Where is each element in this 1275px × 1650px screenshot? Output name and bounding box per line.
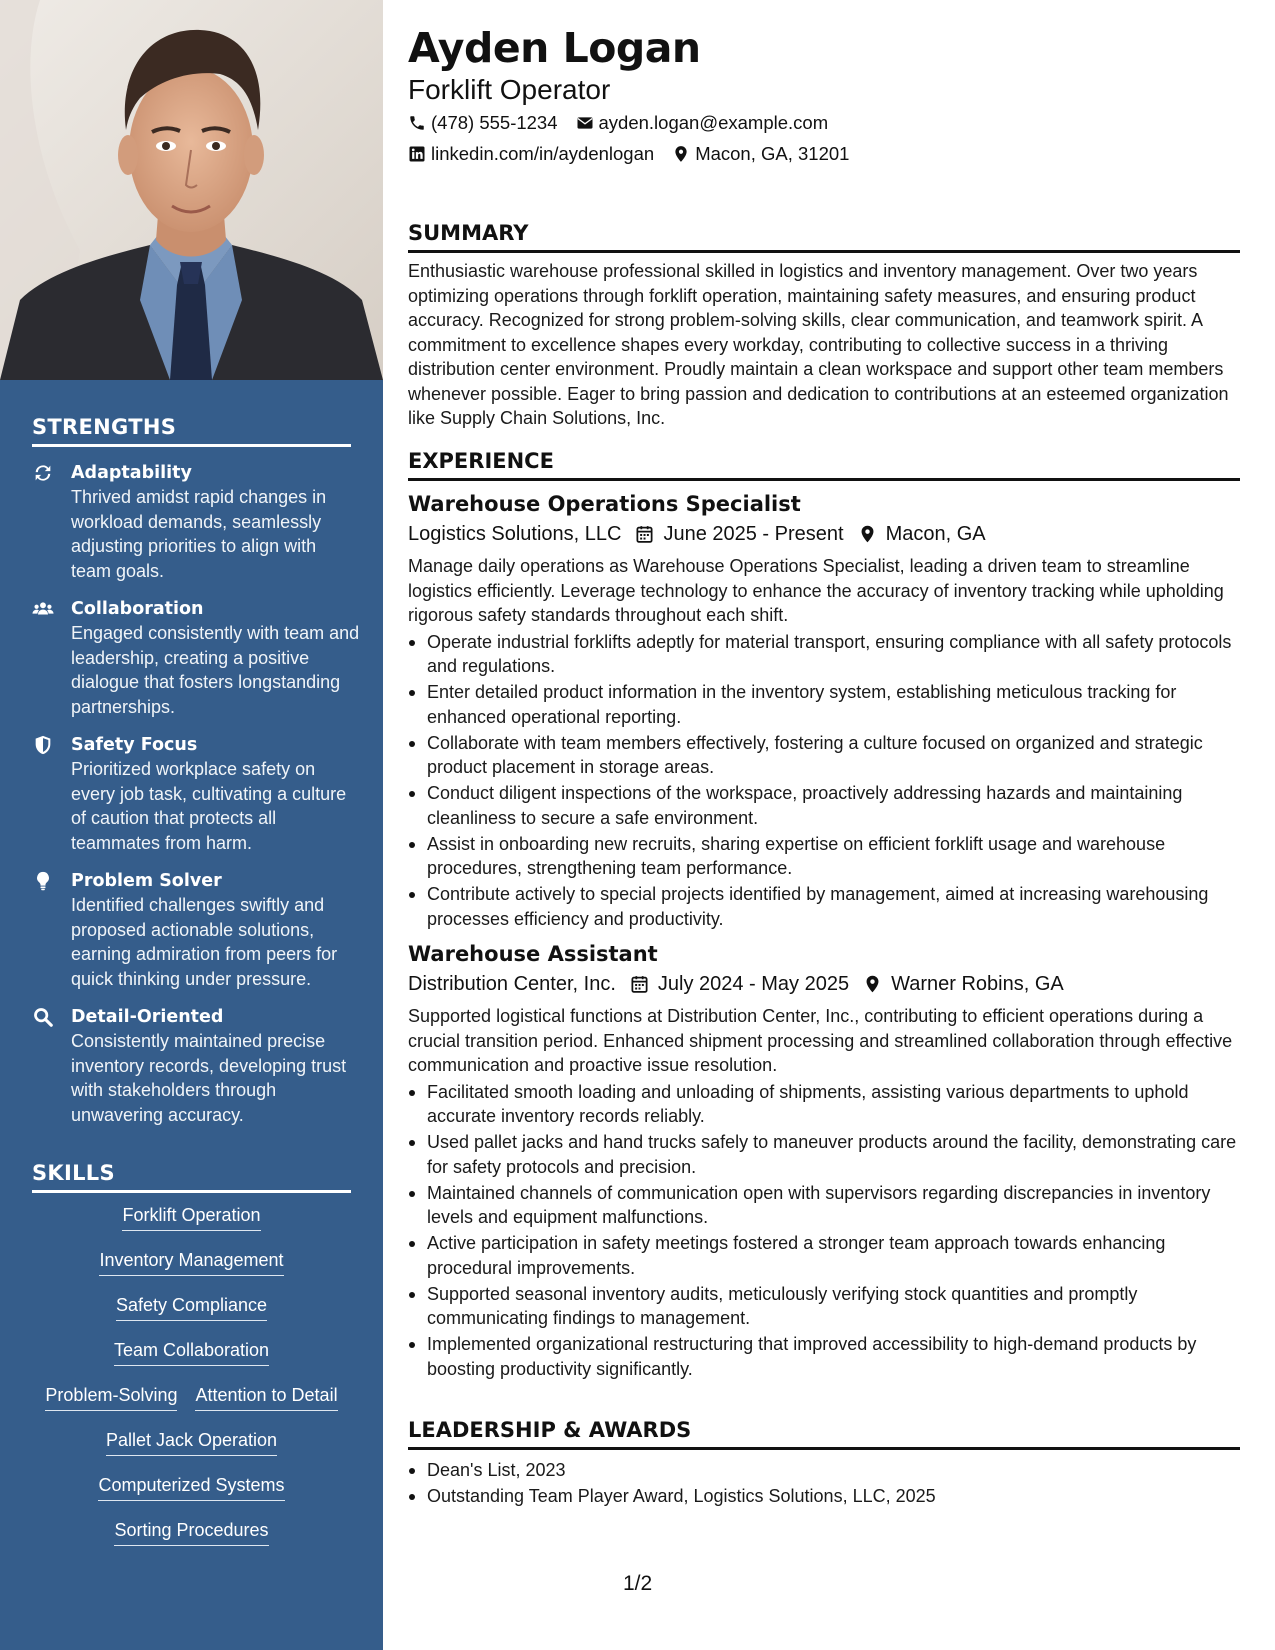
list-item: Enter detailed product information in the inventory system, establishing meticulous tracking for enhanced operational reporting.	[408, 680, 1240, 729]
candidate-name: Ayden Logan	[408, 24, 701, 72]
strength-item	[32, 1005, 362, 1127]
job-entry	[408, 489, 1240, 931]
list-item: Supported seasonal inventory audits, meticulously verifying stock quantities and promptly communicating findings to management.	[408, 1282, 1240, 1331]
job-description: Manage daily operations as Warehouse Operations Specialist, leading a driven team to streamline logistics efficiently. Leverage technology to enhance the accuracy of inventory tracking while upholding rigorous safety standards throughout each shift.	[408, 556, 1224, 625]
skill-tag: Team Collaboration	[114, 1338, 269, 1366]
awards-section	[408, 1418, 1240, 1510]
experience-section	[408, 449, 1240, 1383]
envelope-icon	[576, 114, 594, 132]
strengths-section	[32, 415, 362, 1127]
skill-list	[32, 1203, 351, 1563]
skill-tag: Computerized Systems	[98, 1473, 284, 1501]
job-location	[858, 519, 986, 549]
list-item: Outstanding Team Player Award, Logistics Solutions, LLC, 2025	[408, 1484, 1240, 1509]
contact-row-2	[408, 143, 867, 165]
job-location-text: Warner Robins, GA	[891, 973, 1064, 995]
strength-title: Collaboration	[71, 599, 204, 619]
sidebar	[0, 0, 383, 1650]
list-item: Conduct diligent inspections of the workspace, proactively addressing hazards and maintaining cleanliness to secure a safe environment.	[408, 781, 1240, 830]
skill-tag: Pallet Jack Operation	[106, 1428, 277, 1456]
job-meta	[408, 519, 1240, 549]
experience-heading: EXPERIENCE	[408, 449, 1240, 481]
summary-heading: SUMMARY	[408, 221, 1240, 253]
strength-item	[32, 733, 362, 855]
job-location-text: Macon, GA	[885, 523, 986, 545]
job-company: Logistics Solutions, LLC	[408, 523, 622, 545]
strength-description: Thrived amidst rapid changes in workload demands, seamlessly adjusting priorities to align with team goals.	[71, 487, 327, 581]
strength-title: Safety Focus	[71, 735, 198, 755]
list-item: Operate industrial forklifts adeptly for material transport, ensuring compliance with all safety protocols and regulations.	[408, 630, 1240, 679]
awards-heading: LEADERSHIP & AWARDS	[408, 1418, 1240, 1450]
linkedin-icon	[408, 145, 426, 163]
strength-description: Identified challenges swiftly and proposed actionable solutions, earning admiration from peers for quick thinking under pressure.	[71, 895, 338, 989]
job-role: Warehouse Assistant	[408, 942, 658, 966]
skill-tag: Safety Compliance	[116, 1293, 267, 1321]
email-link[interactable]: ayden.logan@example.com	[598, 112, 829, 133]
users-icon	[32, 598, 54, 620]
list-item: Collaborate with team members effectively, fostering a culture focused on organized and strategic product placement in storage areas.	[408, 731, 1240, 780]
search-icon	[32, 1006, 54, 1028]
contact-row	[408, 112, 846, 134]
email-contact[interactable]	[576, 112, 829, 134]
map-pin-icon	[672, 145, 690, 163]
list-item: Contribute actively to special projects identified by management, aimed at increasing warehousing processes efficiency and productivity.	[408, 882, 1240, 931]
page-number: 1/2	[623, 1572, 653, 1595]
job-company: Distribution Center, Inc.	[408, 973, 616, 995]
job-entry	[408, 939, 1240, 1381]
map-pin-icon	[858, 524, 877, 544]
calendar-icon	[635, 524, 654, 544]
job-dates-text: July 2024 - May 2025	[657, 973, 850, 995]
lightbulb-icon	[32, 870, 54, 892]
job-role: Warehouse Operations Specialist	[408, 492, 801, 516]
calendar-icon	[630, 974, 649, 994]
strength-title: Adaptability	[71, 463, 192, 483]
summary-section	[408, 221, 1240, 431]
list-item: Dean's List, 2023	[408, 1458, 1240, 1483]
shield-icon	[32, 734, 54, 756]
strength-description: Prioritized workplace safety on every job task, cultivating a culture of caution that protects all teammates from harm.	[71, 759, 347, 853]
job-location	[863, 969, 1064, 999]
profile-photo	[0, 0, 383, 380]
candidate-title: Forklift Operator	[408, 74, 611, 105]
job-bullets	[408, 630, 1240, 932]
list-item: Active participation in safety meetings fostered a stronger team approach towards enhancing procedural improvements.	[408, 1231, 1240, 1280]
strength-title: Detail-Oriented	[71, 1007, 224, 1027]
strength-description: Engaged consistently with team and leadership, creating a positive dialogue that fosters longstanding partnerships.	[71, 623, 360, 717]
strength-title: Problem Solver	[71, 871, 222, 891]
linkedin-contact[interactable]	[408, 143, 654, 165]
strength-item	[32, 597, 362, 719]
job-bullets	[408, 1080, 1240, 1382]
job-dates	[630, 969, 849, 999]
list-item: Implemented organizational restructuring that improved accessibility to high-demand products by boosting productivity significantly.	[408, 1332, 1240, 1381]
refresh-icon	[32, 462, 54, 484]
skill-tag: Sorting Procedures	[114, 1518, 268, 1546]
skills-section	[32, 1161, 362, 1563]
job-meta	[408, 969, 1240, 999]
location-text: Macon, GA, 31201	[695, 143, 850, 164]
linkedin-link[interactable]: linkedin.com/in/aydenlogan	[431, 143, 655, 164]
list-item: Assist in onboarding new recruits, sharing expertise on efficient forklift usage and warehouse procedures, strengthening team performance.	[408, 832, 1240, 881]
skills-heading: SKILLS	[32, 1161, 351, 1193]
job-dates-text: June 2025 - Present	[663, 523, 844, 545]
skill-tag: Problem-Solving	[45, 1383, 177, 1411]
skill-tag: Inventory Management	[99, 1248, 283, 1276]
skill-tag: Attention to Detail	[195, 1383, 337, 1411]
list-item: Maintained channels of communication open with supervisors regarding discrepancies in inventory levels and equipment malfunctions.	[408, 1181, 1240, 1230]
map-pin-icon	[863, 974, 882, 994]
job-description: Supported logistical functions at Distribution Center, Inc., contributing to efficient operations during a crucial transition period. Enhanced shipment processing and streamlined collaboration through effective communication and proactive issue resolution.	[408, 1006, 1233, 1075]
list-item: Facilitated smooth loading and unloading of shipments, assisting various departments to uphold accurate inventory records reliably.	[408, 1080, 1240, 1129]
phone-text: (478) 555-1234	[431, 112, 558, 133]
strengths-heading: STRENGTHS	[32, 415, 351, 447]
strength-description: Consistently maintained precise inventory records, developing trust with stakeholders through unwavering accuracy.	[71, 1031, 347, 1125]
awards-list	[408, 1458, 1240, 1509]
job-dates	[635, 519, 843, 549]
strength-item	[32, 461, 362, 583]
summary-text: Enthusiastic warehouse professional skilled in logistics and inventory management. Over two years optimizing operations through forklift operation, maintaining safety measures, and ensuring product accuracy. Recognized for strong problem-solving skills, clear communication, and teamwork spirit. A commitment to excellence shapes every workday, contributing to collective success in a thriving distribution center environment. Proudly maintain a clean workspace and support other team members whenever possible. Eager to bring passion and dedication to contributions at an esteemed organization like Supply Chain Solutions, Inc.	[408, 261, 1229, 428]
phone-icon	[408, 114, 426, 132]
location-contact	[672, 143, 849, 165]
phone-contact	[408, 112, 558, 134]
list-item: Used pallet jacks and hand trucks safely to maneuver products around the facility, demonstrating care for safety protocols and precision.	[408, 1130, 1240, 1179]
skill-tag: Forklift Operation	[122, 1203, 260, 1231]
strength-item	[32, 869, 362, 991]
